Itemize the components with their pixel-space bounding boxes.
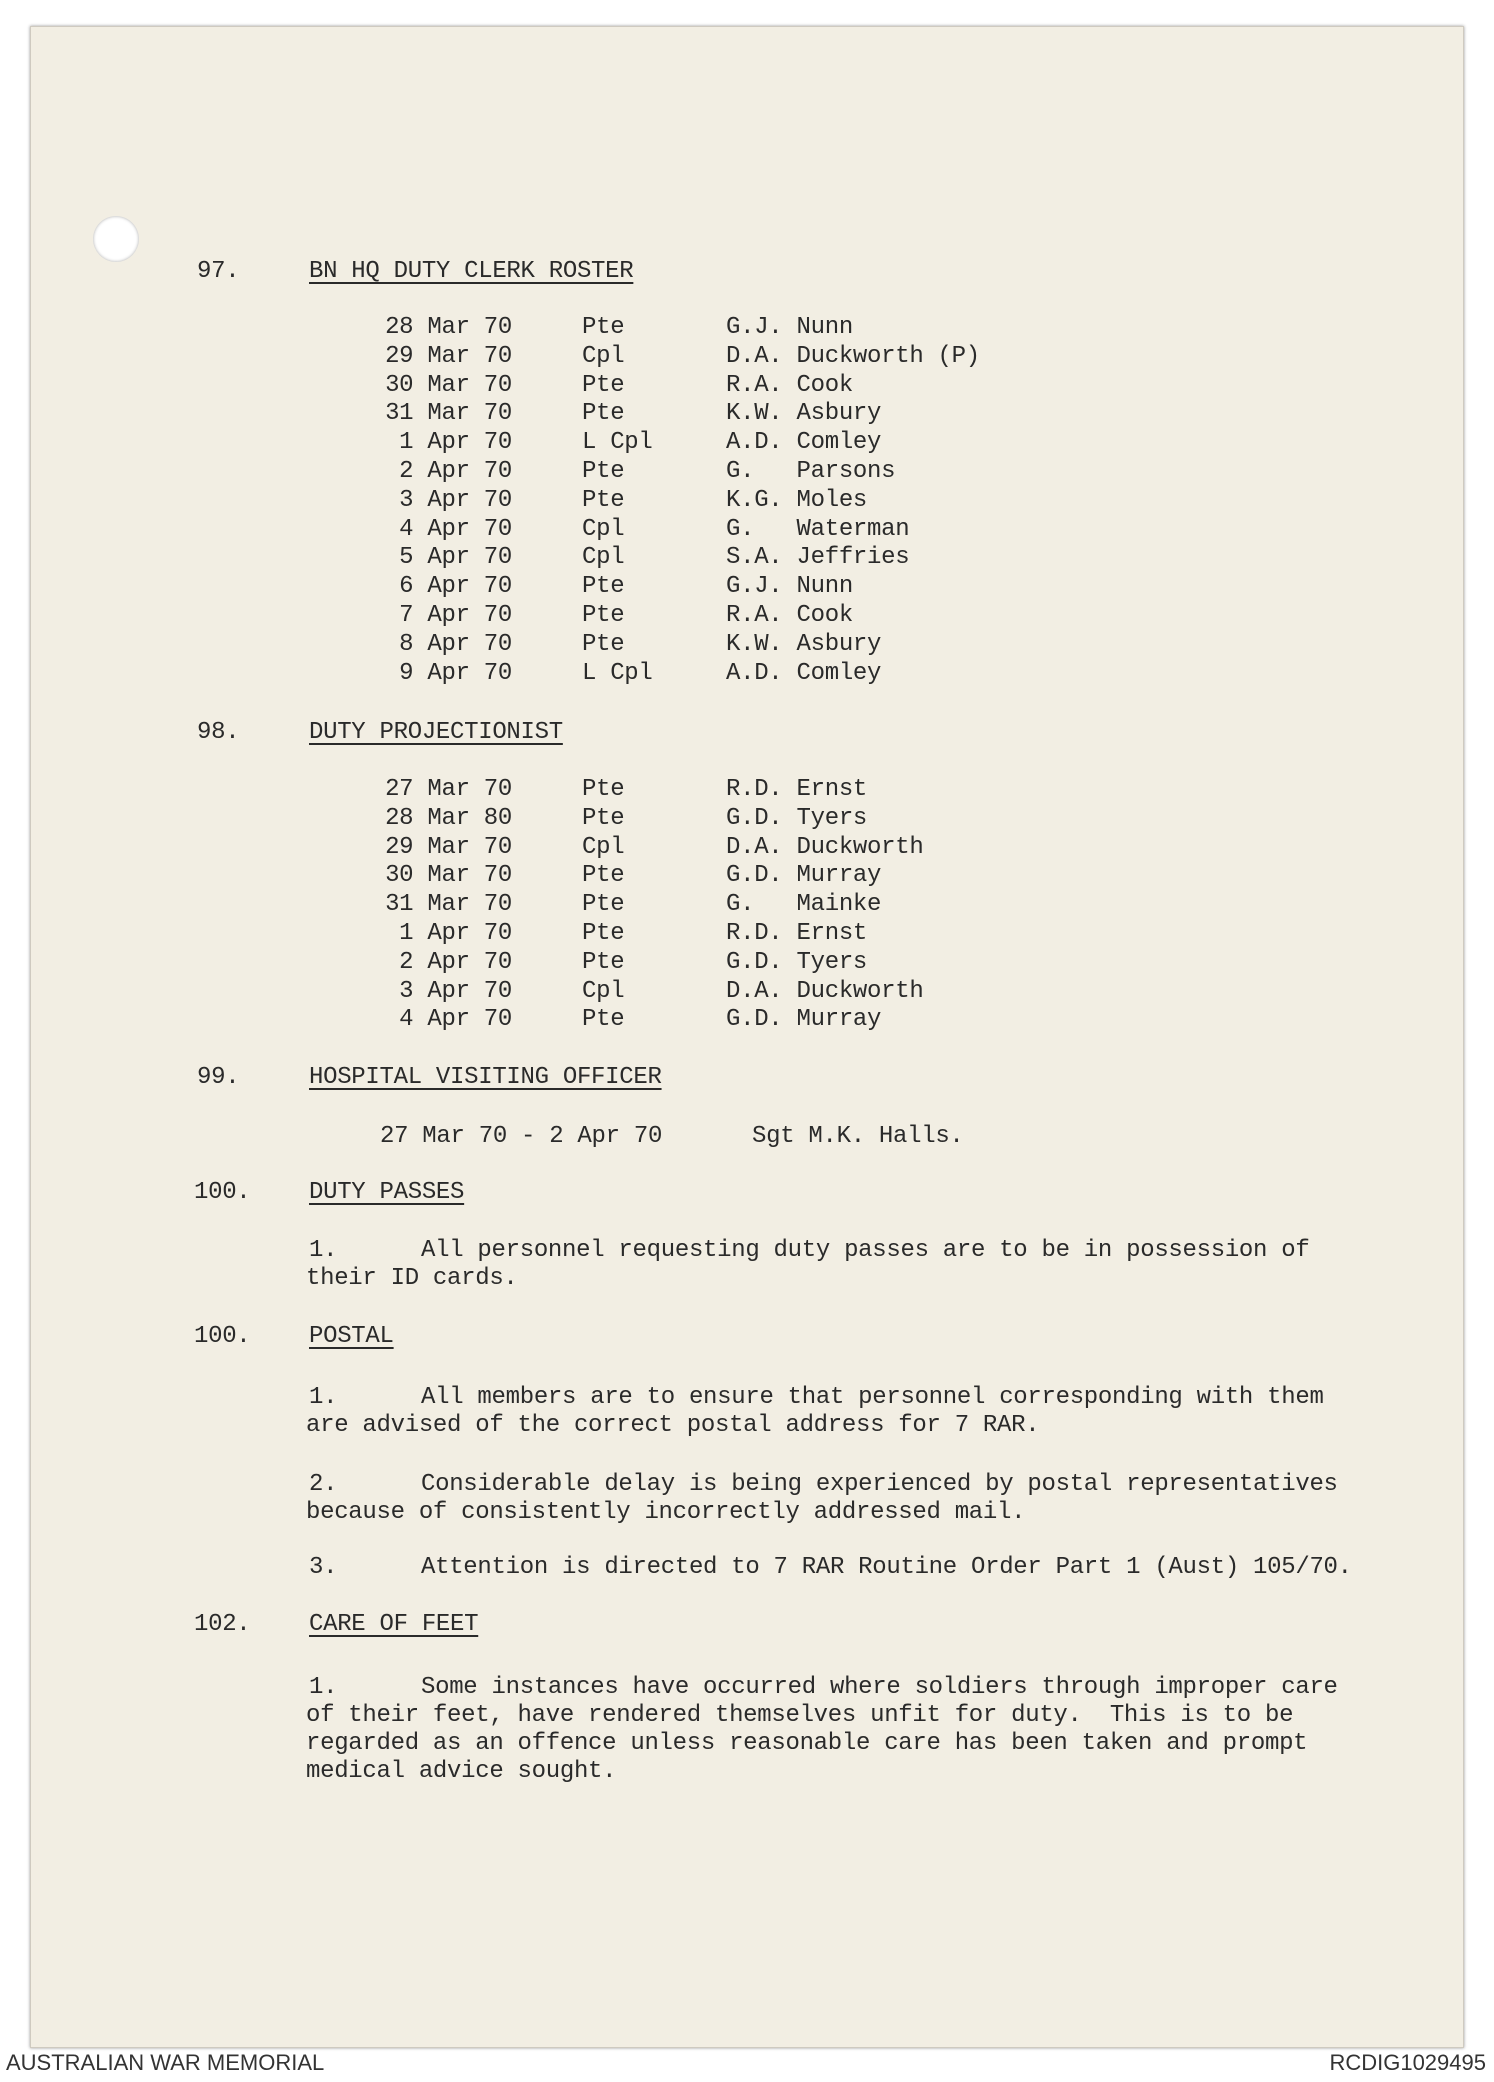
- roster-date: 3 Apr 70: [399, 977, 512, 1005]
- roster-rank: Pte: [582, 486, 625, 514]
- section-heading: BN HQ DUTY CLERK ROSTER: [309, 258, 634, 285]
- roster-date: 5 Apr 70: [399, 544, 512, 572]
- roster-name: K.W. Asbury: [726, 630, 882, 658]
- roster-date: 1 Apr 70: [399, 920, 512, 947]
- roster-rank: Pte: [582, 630, 625, 658]
- roster-date: 28 Mar 70: [385, 314, 512, 341]
- roster-date: 31 Mar 70: [385, 891, 512, 919]
- roster-name: G. Mainke: [726, 891, 882, 919]
- paragraph-line: their ID cards.: [306, 1265, 518, 1292]
- section-number: 102.: [194, 1611, 251, 1638]
- paragraph-line: are advised of the correct postal address for 7 RAR.: [306, 1412, 1040, 1439]
- roster-name: G.D. Murray: [726, 862, 882, 890]
- roster-name: D.A. Duckworth: [726, 977, 924, 1005]
- roster-date: 29 Mar 70: [385, 833, 512, 861]
- roster-rank: Cpl: [582, 342, 625, 370]
- roster-name: D.A. Duckworth (P): [726, 342, 980, 370]
- section-number: 98.: [197, 719, 240, 746]
- section-number: 100.: [194, 1323, 251, 1350]
- roster-date: 6 Apr 70: [399, 573, 512, 601]
- roster-rank: Cpl: [582, 977, 625, 1005]
- roster-date: 8 Apr 70: [399, 630, 512, 658]
- roster-name: S.A. Jeffries: [726, 544, 910, 572]
- paragraph-line: Attention is directed to 7 RAR Routine Order Part 1 (Aust) 105/70.: [421, 1554, 1352, 1581]
- roster-rank: Pte: [582, 458, 625, 485]
- roster-name: A.D. Comley: [726, 429, 882, 457]
- paragraph-line: regarded as an offence unless reasonable care has been taken and prompt: [306, 1730, 1308, 1757]
- section-heading: DUTY PROJECTIONIST: [309, 719, 563, 746]
- paragraph-line: All personnel requesting duty passes are to be in possession of: [421, 1237, 1310, 1264]
- paragraph-line: of their feet, have rendered themselves unfit for duty. This is to be: [306, 1702, 1294, 1729]
- roster-rank: Pte: [582, 804, 625, 832]
- roster-rank: Pte: [582, 400, 625, 428]
- roster-rank: Pte: [582, 948, 625, 976]
- roster-name: G. Parsons: [726, 458, 896, 485]
- roster-date: 28 Mar 80: [385, 804, 512, 832]
- visit-period: 27 Mar 70 - 2 Apr 70: [380, 1123, 663, 1150]
- roster-date: 2 Apr 70: [399, 458, 512, 485]
- punch-hole: [93, 216, 139, 262]
- roster-name: R.D. Ernst: [726, 920, 868, 947]
- roster-date: 9 Apr 70: [399, 659, 512, 687]
- visit-officer: Sgt M.K. Halls.: [752, 1123, 964, 1150]
- paragraph-line: Considerable delay is being experienced by postal representatives: [421, 1471, 1338, 1498]
- roster-rank: Pte: [582, 776, 625, 803]
- roster-date: 2 Apr 70: [399, 948, 512, 976]
- section-heading: POSTAL: [309, 1323, 394, 1350]
- paragraph-line: All members are to ensure that personnel corresponding with them: [421, 1384, 1324, 1411]
- section-heading: DUTY PASSES: [309, 1179, 465, 1206]
- roster-name: K.G. Moles: [726, 486, 868, 514]
- section-number: 99.: [197, 1064, 240, 1091]
- roster-date: 3 Apr 70: [399, 486, 512, 514]
- roster-rank: L Cpl: [582, 429, 653, 457]
- roster-name: G. Waterman: [726, 515, 910, 543]
- roster-rank: Pte: [582, 314, 625, 341]
- paragraph-line: because of consistently incorrectly addressed mail.: [306, 1499, 1026, 1526]
- roster-name: G.D. Murray: [726, 1006, 882, 1034]
- roster-name: R.A. Cook: [726, 602, 853, 629]
- paragraph-line: Some instances have occurred where soldiers through improper care: [421, 1674, 1338, 1701]
- roster-rank: Cpl: [582, 833, 625, 861]
- roster-rank: Pte: [582, 602, 625, 629]
- roster-rank: Pte: [582, 920, 625, 947]
- roster-date: 27 Mar 70: [385, 776, 512, 803]
- roster-rank: L Cpl: [582, 659, 653, 687]
- roster-name: G.D. Tyers: [726, 948, 868, 976]
- section-number: 100.: [194, 1179, 251, 1206]
- roster-name: R.A. Cook: [726, 371, 853, 399]
- section-heading: HOSPITAL VISITING OFFICER: [309, 1064, 662, 1091]
- paragraph-line: medical advice sought.: [306, 1758, 617, 1785]
- roster-name: G.J. Nunn: [726, 314, 853, 341]
- roster-date: 30 Mar 70: [385, 862, 512, 890]
- roster-date: 31 Mar 70: [385, 400, 512, 428]
- roster-rank: Pte: [582, 1006, 625, 1034]
- roster-date: 7 Apr 70: [399, 602, 512, 629]
- roster-name: G.J. Nunn: [726, 573, 853, 601]
- footer-id: RCDIG1029495: [1329, 2050, 1486, 2075]
- paragraph-number: 2.: [309, 1471, 338, 1498]
- roster-date: 1 Apr 70: [399, 429, 512, 457]
- roster-rank: Cpl: [582, 544, 625, 572]
- roster-name: G.D. Tyers: [726, 804, 868, 832]
- section-number: 97.: [197, 258, 240, 285]
- roster-name: D.A. Duckworth: [726, 833, 924, 861]
- roster-date: 30 Mar 70: [385, 371, 512, 399]
- roster-date: 4 Apr 70: [399, 1006, 512, 1034]
- roster-rank: Pte: [582, 371, 625, 399]
- roster-date: 4 Apr 70: [399, 515, 512, 543]
- paragraph-number: 1.: [309, 1384, 338, 1411]
- roster-name: K.W. Asbury: [726, 400, 882, 428]
- paragraph-number: 3.: [309, 1554, 338, 1581]
- roster-name: R.D. Ernst: [726, 776, 868, 803]
- section-heading: CARE OF FEET: [309, 1611, 479, 1638]
- footer-institution: AUSTRALIAN WAR MEMORIAL: [6, 2050, 325, 2075]
- paragraph-number: 1.: [309, 1237, 338, 1264]
- paragraph-number: 1.: [309, 1674, 338, 1701]
- roster-date: 29 Mar 70: [385, 342, 512, 370]
- roster-rank: Pte: [582, 862, 625, 890]
- roster-rank: Pte: [582, 891, 625, 919]
- roster-rank: Pte: [582, 573, 625, 601]
- roster-name: A.D. Comley: [726, 659, 882, 687]
- roster-rank: Cpl: [582, 515, 625, 543]
